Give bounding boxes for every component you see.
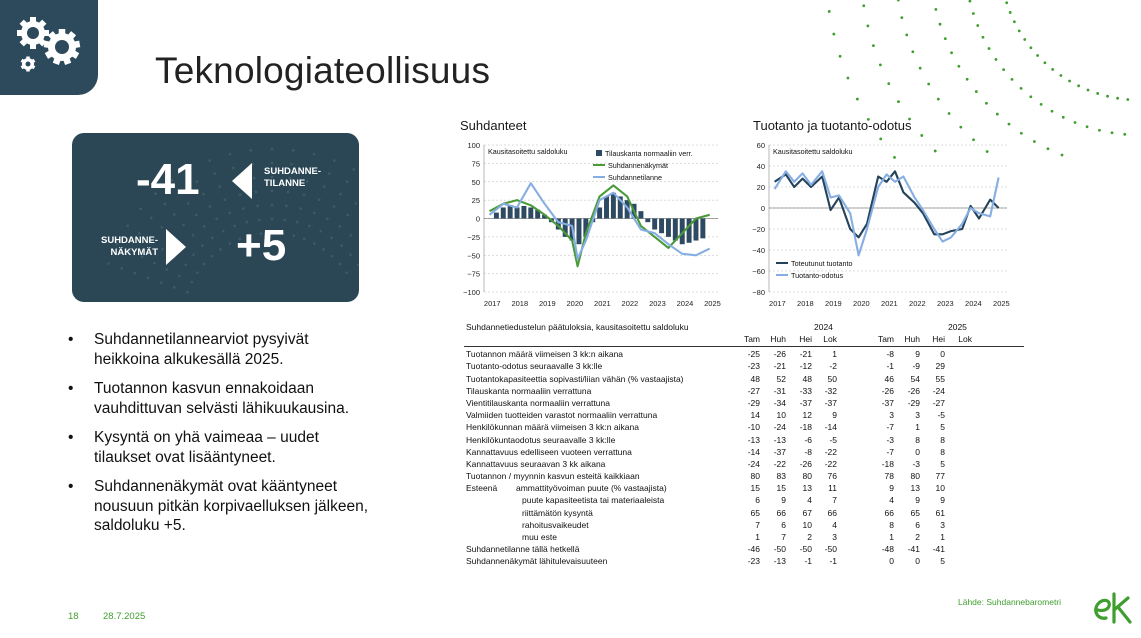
arrow-right-icon — [166, 229, 188, 265]
x-tick-label: 2023 — [649, 299, 666, 308]
table-cell: -29 — [907, 397, 920, 408]
bar — [515, 207, 520, 218]
legend-label: Suhdannetilanne — [608, 173, 662, 182]
legend-label: Tuotanto-odotus — [791, 271, 844, 280]
x-tick-label: 2021 — [881, 299, 898, 308]
y-tick-label: −80 — [752, 288, 765, 297]
table-cell: 52 — [776, 373, 786, 384]
footer-date: 28.7.2025 — [103, 611, 146, 622]
table-cell: 80 — [910, 471, 920, 482]
y-tick-label: −25 — [467, 232, 480, 242]
table-cell: 14 — [750, 410, 760, 421]
table-cell: -26 — [881, 385, 894, 396]
bar — [666, 219, 671, 237]
table-cell: 0 — [940, 349, 945, 360]
table-cell: -41 — [932, 544, 945, 555]
row-label: Esteenä — [466, 483, 498, 494]
table-cell: -24 — [747, 458, 760, 469]
table-cell: 65 — [910, 507, 920, 518]
y-tick-label: −50 — [467, 251, 480, 261]
table-cell: 6 — [915, 519, 920, 530]
y-tick-label: 60 — [756, 141, 765, 150]
row-label: Suhdannenäkymät lähitulevaisuuteen — [466, 556, 608, 567]
table-cell: -7 — [886, 422, 894, 433]
x-tick-label: 2022 — [621, 299, 639, 308]
table-cell: -32 — [824, 385, 837, 396]
row-label: Tuotannon / myynnin kasvun esteitä kaikkiaan — [466, 471, 640, 482]
x-tick-label: 2022 — [909, 299, 926, 308]
row-sublabel: riittämätön kysyntä — [522, 507, 593, 518]
table-cell: -34 — [773, 397, 786, 408]
table-cell: -31 — [773, 385, 786, 396]
table-cell: 66 — [884, 507, 894, 518]
suhdannenakymat-label: SUHDANNE- NÄKYMÄT — [101, 235, 158, 258]
table-cell: -24 — [932, 385, 945, 396]
table-cell: 54 — [910, 373, 920, 384]
table-row — [464, 349, 1024, 361]
table-cell: -8 — [886, 349, 894, 360]
table-cell: 13 — [802, 483, 812, 494]
chart-tuotanto — [745, 136, 1017, 316]
x-tick-label: 2019 — [825, 299, 842, 308]
bar — [576, 219, 581, 245]
table-cell: -14 — [824, 422, 837, 433]
x-tick-label: 2018 — [797, 299, 814, 308]
table-cell: 2 — [915, 532, 920, 542]
table-cell: 6 — [781, 519, 786, 530]
table-cell: -23 — [747, 361, 760, 372]
legend-label: Toteutunut tuotanto — [791, 259, 853, 268]
table-cell: 4 — [889, 495, 894, 506]
table-cell: -24 — [773, 422, 786, 433]
bar — [501, 207, 506, 218]
chart-subtitle: Kausitasoitettu saldoluku — [488, 147, 568, 156]
bar — [604, 196, 609, 218]
bullet-item: • Kysyntä on yhä vaimeaa – uudet tilaukset ovat lisääntyneet. — [68, 428, 373, 467]
x-tick-label: 2017 — [483, 299, 501, 308]
table-cell: -26 — [799, 458, 812, 469]
table-cell: -37 — [773, 446, 786, 457]
table-cell: 9 — [915, 349, 920, 360]
table-cell: -37 — [881, 397, 894, 408]
table-cell: -14 — [747, 446, 760, 457]
table-cell: 29 — [935, 361, 945, 372]
column-header: Lok — [958, 334, 972, 345]
table-cell: 10 — [802, 519, 812, 530]
table-row — [464, 471, 1024, 483]
column-header: Huh — [904, 334, 920, 345]
table-cell: -10 — [747, 422, 760, 433]
table-cell: 10 — [776, 410, 786, 421]
table-cell: 4 — [832, 519, 837, 530]
results-table — [464, 322, 1024, 569]
row-sublabel: ammattityövoiman puute (% vastaajista) — [516, 483, 667, 494]
table-cell: -41 — [907, 544, 920, 555]
table-cell: 1 — [755, 532, 760, 542]
table-cell: 9 — [940, 495, 945, 506]
table-cell: -50 — [824, 544, 837, 555]
table-cell: -25 — [747, 349, 760, 360]
y-tick-label: 75 — [471, 159, 480, 169]
y-tick-label: 100 — [467, 141, 480, 150]
table-row — [464, 398, 1024, 410]
table-cell: -37 — [824, 397, 837, 408]
table-cell: -1 — [804, 556, 812, 567]
bar — [638, 211, 643, 218]
column-header: Hei — [932, 334, 945, 345]
table-cell: -1 — [829, 556, 837, 567]
table-cell: -22 — [824, 458, 837, 469]
table-cell: 2 — [807, 532, 812, 542]
row-label: Valmiiden tuotteiden varastot normaaliin verrattuna — [466, 410, 658, 421]
row-label: Suhdannetilanne tällä hetkellä — [466, 544, 580, 555]
table-cell: 6 — [755, 495, 760, 506]
x-tick-label: 2020 — [566, 299, 584, 308]
bullet-item: • Suhdannetilannearviot pysyivät heikkoina alkukesällä 2025. — [68, 330, 373, 369]
table-cell: 83 — [776, 471, 786, 482]
table-row — [464, 361, 1024, 373]
table-cell: -50 — [799, 544, 812, 555]
table-cell: 77 — [935, 471, 945, 482]
x-tick-label: 2023 — [937, 299, 954, 308]
page-title: Teknologiateollisuus — [155, 50, 491, 91]
row-label: Kannattavuus seuraavan 3 kk aikana — [466, 458, 606, 469]
legend-label: Tilauskanta normaaliin verr. — [605, 149, 693, 158]
table-row — [464, 459, 1024, 471]
table-cell: 13 — [910, 483, 920, 494]
table-cell: -26 — [773, 349, 786, 360]
x-tick-label: 2025 — [993, 299, 1010, 308]
chart1-title: Suhdanteet — [460, 118, 527, 133]
bullet-item: • Tuotannon kasvun ennakoidaan vauhdittuvan selvästi lähikuukausina. — [68, 379, 373, 418]
table-cell: -23 — [747, 556, 760, 567]
table-cell: 5 — [940, 458, 945, 469]
table-cell: 12 — [802, 410, 812, 421]
arrow-left-icon — [232, 163, 254, 199]
table-cell: -3 — [886, 434, 894, 445]
y-tick-label: −60 — [752, 267, 765, 276]
table-cell: 0 — [915, 446, 920, 457]
table-cell: 15 — [750, 483, 760, 494]
year-header-2024: 2024 — [814, 322, 833, 332]
table-cell: 8 — [889, 519, 894, 530]
x-tick-label: 2021 — [594, 299, 611, 308]
table-body — [464, 349, 1024, 568]
table-cell: 1 — [915, 422, 920, 433]
table-cell: 61 — [935, 507, 945, 518]
table-cell: -3 — [912, 458, 920, 469]
bar — [700, 219, 705, 239]
table-cell: 1 — [832, 349, 837, 360]
row-label: Tuotanto-odotus seuraavalle 3 kk:lle — [466, 361, 603, 372]
table-cell: 66 — [827, 507, 837, 518]
table-row — [464, 386, 1024, 398]
table-row — [464, 422, 1024, 434]
column-header: Hei — [799, 334, 812, 345]
gears-icon — [0, 0, 98, 95]
bar — [521, 206, 526, 218]
table-cell: -27 — [747, 385, 760, 396]
table-row — [464, 508, 1024, 520]
x-tick-label: 2017 — [769, 299, 786, 308]
table-cell: -22 — [824, 446, 837, 457]
table-cell: 10 — [935, 483, 945, 494]
y-tick-label: −75 — [467, 269, 480, 279]
table-row — [464, 556, 1024, 568]
table-cell: -5 — [829, 434, 837, 445]
table-row — [464, 410, 1024, 422]
table-cell: -33 — [799, 385, 812, 396]
suhdannetilanne-label: SUHDANNE- TILANNE — [264, 166, 321, 189]
source-note: Lähde: Suhdannebarometri — [958, 597, 1062, 607]
chart-suhdanteet — [452, 136, 724, 316]
table-cell: -37 — [799, 397, 812, 408]
table-cell: -48 — [881, 544, 894, 555]
suhdannetilanne-value: -41 — [136, 155, 200, 204]
table-cell: 7 — [832, 495, 837, 506]
table-cell: 8 — [940, 446, 945, 457]
table-row — [464, 483, 1024, 495]
table-cell: -8 — [804, 446, 812, 457]
row-sublabel: muu este — [522, 532, 557, 542]
table-cell: -13 — [747, 434, 760, 445]
table-cell: -6 — [804, 434, 812, 445]
table-cell: 5 — [940, 422, 945, 433]
table-cell: 48 — [750, 373, 760, 384]
ek-logo — [1088, 590, 1136, 630]
table-cell: 76 — [827, 471, 837, 482]
y-tick-label: 25 — [471, 196, 480, 206]
table-cell: -18 — [881, 458, 894, 469]
table-cell: -50 — [773, 544, 786, 555]
x-tick-label: 2024 — [676, 299, 694, 308]
column-header: Huh — [770, 334, 786, 345]
x-tick-label: 2024 — [965, 299, 982, 308]
table-cell: 65 — [750, 507, 760, 518]
bar — [528, 207, 533, 218]
table-cell: 11 — [828, 483, 837, 494]
table-cell: 1 — [889, 532, 894, 542]
table-cell: 7 — [755, 519, 760, 530]
table-cell: 48 — [802, 373, 812, 384]
y-tick-label: 20 — [756, 183, 765, 192]
row-label: Henkilökuntaodotus seuraavalle 3 kk:lle — [466, 434, 616, 445]
table-cell: -21 — [799, 349, 812, 360]
table-cell: 4 — [807, 495, 812, 506]
table-cell: -13 — [773, 556, 786, 567]
table-row — [464, 447, 1024, 459]
y-tick-label: −100 — [463, 288, 480, 297]
bar — [508, 205, 513, 218]
kpi-card — [72, 133, 359, 302]
table-cell: -46 — [747, 544, 760, 555]
chart-subtitle: Kausitasoitettu saldoluku — [773, 147, 853, 156]
table-cell: 3 — [832, 532, 837, 542]
table-cell: 9 — [832, 410, 837, 421]
table-row — [464, 435, 1024, 447]
table-cell: -21 — [773, 361, 786, 372]
x-tick-label: 2020 — [853, 299, 870, 308]
y-tick-label: 0 — [760, 204, 765, 213]
row-label: Kannattavuus edelliseen vuoteen verrattuna — [466, 446, 632, 457]
table-row — [464, 495, 1024, 507]
row-label: Tuotantokapasiteettia sopivasti/liian vähän (% vastaajista) — [466, 373, 684, 384]
table-cell: 5 — [940, 556, 945, 567]
row-label: Henkilökunnan määrä viimeisen 3 kk:n aikana — [466, 422, 639, 433]
suhdannenakymat-value: +5 — [236, 221, 287, 270]
table-cell: 3 — [940, 519, 945, 530]
table-cell: -22 — [773, 458, 786, 469]
bullet-item: • Suhdannenäkymät ovat kääntyneet nousuun pitkän korpivaelluksen jälkeen, saldoluku +5. — [68, 477, 373, 536]
table-cell: -2 — [829, 361, 837, 372]
bar — [494, 213, 499, 219]
row-label: Vientitilauskanta normaaliin verrattuna — [466, 397, 610, 408]
y-tick-label: −20 — [752, 225, 765, 234]
row-label: Tuotannon määrä viimeisen 3 kk:n aikana — [466, 349, 624, 360]
table-title: Suhdannetiedustelun päätuloksia, kausitasoitettu saldoluku — [466, 322, 689, 332]
table-cell: -7 — [886, 446, 894, 457]
table-cell: 66 — [776, 507, 786, 518]
table-row — [464, 544, 1024, 556]
table-cell: 80 — [802, 471, 812, 482]
column-header: Tam — [877, 334, 894, 345]
legend-swatch — [596, 150, 602, 156]
table-cell: -27 — [932, 397, 945, 408]
table-cell: 9 — [889, 483, 894, 494]
table-header-row — [464, 334, 1024, 347]
table-row — [464, 520, 1024, 532]
row-sublabel: rahoitusvaikeudet — [522, 519, 589, 530]
page-number: 18 — [68, 611, 79, 622]
table-cell: 67 — [802, 507, 812, 518]
x-tick-label: 2018 — [511, 299, 529, 308]
table-cell: 3 — [889, 410, 894, 421]
table-title-row — [464, 322, 1024, 334]
bar — [687, 219, 692, 243]
y-tick-label: 0 — [475, 214, 480, 224]
table-cell: 46 — [884, 373, 894, 384]
bar — [611, 193, 616, 219]
table-cell: -1 — [886, 361, 894, 372]
table-cell: 3 — [915, 410, 920, 421]
table-cell: 1 — [940, 532, 945, 542]
table-cell: 15 — [776, 483, 786, 494]
bar — [645, 219, 650, 223]
y-tick-label: 50 — [471, 177, 480, 187]
row-label: Tilauskanta normaaliin verrattuna — [466, 385, 592, 396]
table-cell: -13 — [773, 434, 786, 445]
chart2-title: Tuotanto ja tuotanto-odotus — [753, 118, 912, 133]
header-corner — [0, 0, 98, 95]
table-cell: 78 — [884, 471, 894, 482]
bar — [597, 207, 602, 218]
table-cell: 9 — [781, 495, 786, 506]
y-tick-label: 40 — [756, 162, 765, 171]
table-cell: -29 — [747, 397, 760, 408]
table-cell: 7 — [781, 532, 786, 542]
table-cell: 8 — [940, 434, 945, 445]
table-cell: 0 — [889, 556, 894, 567]
table-cell: 55 — [935, 373, 945, 384]
y-tick-label: −40 — [752, 246, 765, 255]
bar — [652, 219, 657, 230]
row-sublabel: puute kapasiteetista tai materiaaleista — [522, 495, 665, 506]
x-tick-label: 2019 — [538, 299, 556, 308]
column-header: Lok — [823, 334, 837, 345]
table-cell: 0 — [915, 556, 920, 567]
table-cell: 9 — [915, 495, 920, 506]
table-cell: 50 — [827, 373, 837, 384]
table-cell: 8 — [915, 434, 920, 445]
year-header-2025: 2025 — [948, 322, 967, 332]
table-cell: -26 — [907, 385, 920, 396]
table-cell: -9 — [912, 361, 920, 372]
table-cell: -5 — [937, 410, 945, 421]
bullet-list — [68, 330, 373, 546]
x-tick-label: 2025 — [704, 299, 721, 308]
legend-label: Suhdannenäkymät — [608, 161, 668, 170]
table-cell: 80 — [750, 471, 760, 482]
table-row — [464, 532, 1024, 544]
card-dots — [72, 133, 359, 302]
table-cell: -18 — [799, 422, 812, 433]
bar — [659, 219, 664, 234]
table-row — [464, 374, 1024, 386]
column-header: Tam — [743, 334, 760, 345]
table-cell: -12 — [799, 361, 812, 372]
